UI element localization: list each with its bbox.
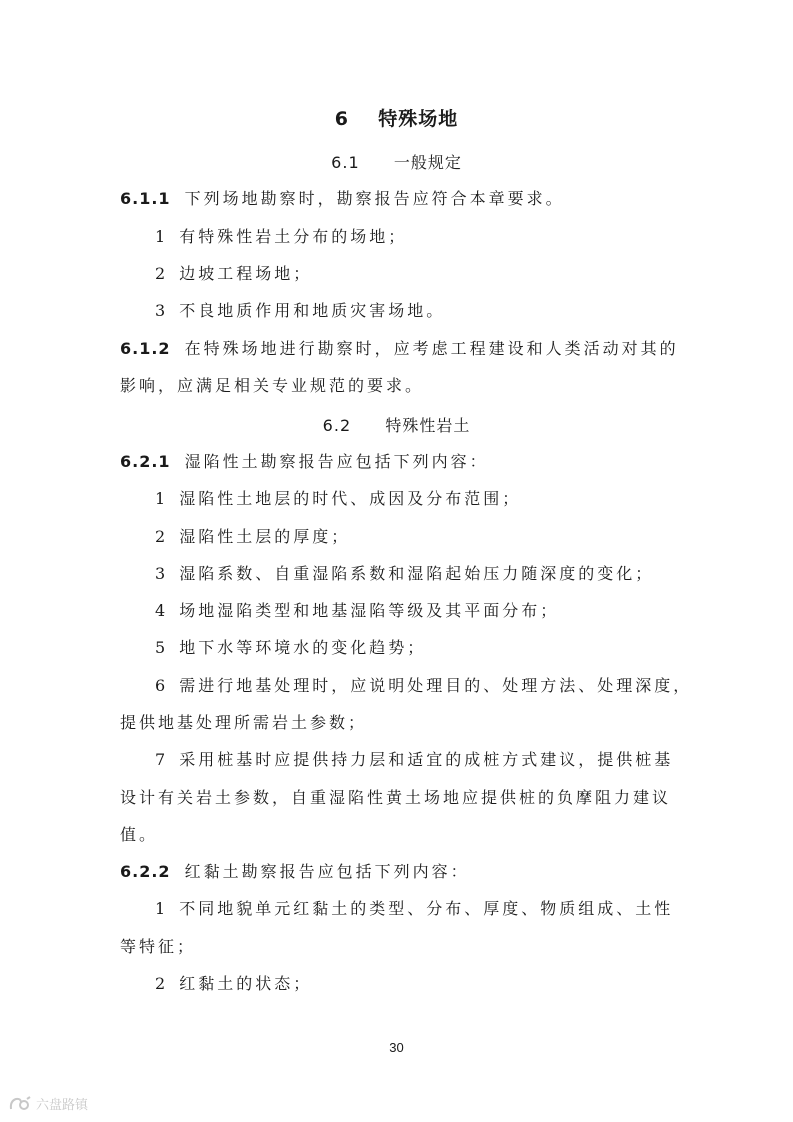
list-item: [155, 973, 312, 995]
section-title-text: 特殊性岩土: [385, 416, 471, 435]
item-text: 不同地貌单元红黏土的类型、分布、厚度、物质组成、土性: [179, 899, 674, 918]
item-number: 1: [155, 899, 166, 918]
item-number: 1: [155, 227, 166, 246]
section-heading-6-1: [0, 150, 793, 173]
item-text: 不良地质作用和地质灾害场地。: [179, 301, 446, 320]
item-number: 1: [155, 489, 166, 508]
clause-text: 下列场地勘察时，勘察报告应符合本章要求。: [184, 189, 565, 208]
clause-number: 6.2.1: [120, 452, 171, 471]
section-heading-6-2: [0, 413, 793, 436]
clause-text: 影响，应满足相关专业规范的要求。: [120, 376, 425, 395]
watermark-text: 六盘路镇: [36, 1098, 89, 1113]
list-item: [155, 263, 312, 285]
watermark: [8, 1094, 88, 1113]
chapter-title-text: 特殊场地: [378, 108, 459, 130]
list-item-continuation: [120, 712, 367, 734]
list-item: [155, 898, 673, 920]
item-text: 等特征；: [120, 937, 197, 956]
item-number: 3: [155, 564, 166, 583]
list-item: [155, 600, 559, 622]
item-text: 需进行地基处理时，应说明处理目的、处理方法、处理深度，: [179, 676, 693, 695]
item-text: 有特殊性岩土分布的场地；: [179, 227, 408, 246]
item-number: 4: [155, 601, 166, 620]
list-item: [155, 226, 407, 248]
list-item: [155, 749, 673, 771]
list-item-continuation: [120, 787, 671, 809]
chapter-number: 6: [334, 108, 349, 130]
clause-6-1-1: [120, 188, 565, 210]
list-item-continuation: [120, 936, 196, 958]
item-text: 提供地基处理所需岩土参数；: [120, 713, 368, 732]
clause-6-2-2: [120, 861, 470, 883]
page-number: 30: [389, 1040, 404, 1055]
list-item: [155, 526, 350, 548]
item-number: 5: [155, 638, 166, 657]
item-text: 湿陷性土层的厚度；: [179, 527, 351, 546]
item-text: 地下水等环境水的变化趋势；: [179, 638, 427, 657]
clause-number: 6.1.2: [120, 339, 171, 358]
item-number: 6: [155, 676, 166, 695]
item-text: 湿陷性土地层的时代、成因及分布范围；: [179, 489, 522, 508]
clause-text: 在特殊场地进行勘察时，应考虑工程建设和人类活动对其的: [184, 339, 679, 358]
clause-continuation: [120, 375, 424, 397]
clause-6-1-2: [120, 338, 679, 360]
item-text: 红黏土的状态；: [179, 974, 313, 993]
list-item: [155, 675, 692, 697]
item-text: 值。: [120, 825, 159, 844]
item-number: 7: [155, 750, 166, 769]
list-item: [155, 488, 521, 510]
clause-number: 6.1.1: [120, 189, 171, 208]
item-text: 采用桩基时应提供持力层和适宜的成桩方式建议，提供桩基: [179, 750, 674, 769]
list-item: [155, 563, 654, 585]
item-number: 2: [155, 527, 166, 546]
section-title-text: 一般规定: [393, 153, 462, 172]
item-text: 场地湿陷类型和地基湿陷等级及其平面分布；: [179, 601, 560, 620]
section-number: 6.1: [331, 153, 360, 172]
logo-icon: [8, 1095, 32, 1113]
clause-6-2-1: [120, 451, 489, 473]
item-text: 边坡工程场地；: [179, 264, 313, 283]
clause-text: 湿陷性土勘察报告应包括下列内容：: [184, 452, 489, 471]
clause-text: 红黏土勘察报告应包括下列内容：: [184, 862, 470, 881]
section-number: 6.2: [322, 416, 352, 435]
item-number: 2: [155, 974, 166, 993]
item-text: 湿陷系数、自重湿陷系数和湿陷起始压力随深度的变化；: [179, 564, 655, 583]
list-item-continuation: [120, 824, 158, 846]
item-number: 2: [155, 264, 166, 283]
item-text: 设计有关岩土参数，自重湿陷性黄土场地应提供桩的负摩阻力建议: [120, 788, 672, 807]
chapter-title: [0, 104, 793, 131]
clause-number: 6.2.2: [120, 862, 171, 881]
item-number: 3: [155, 301, 166, 320]
list-item: [155, 300, 445, 322]
list-item: [155, 637, 426, 659]
